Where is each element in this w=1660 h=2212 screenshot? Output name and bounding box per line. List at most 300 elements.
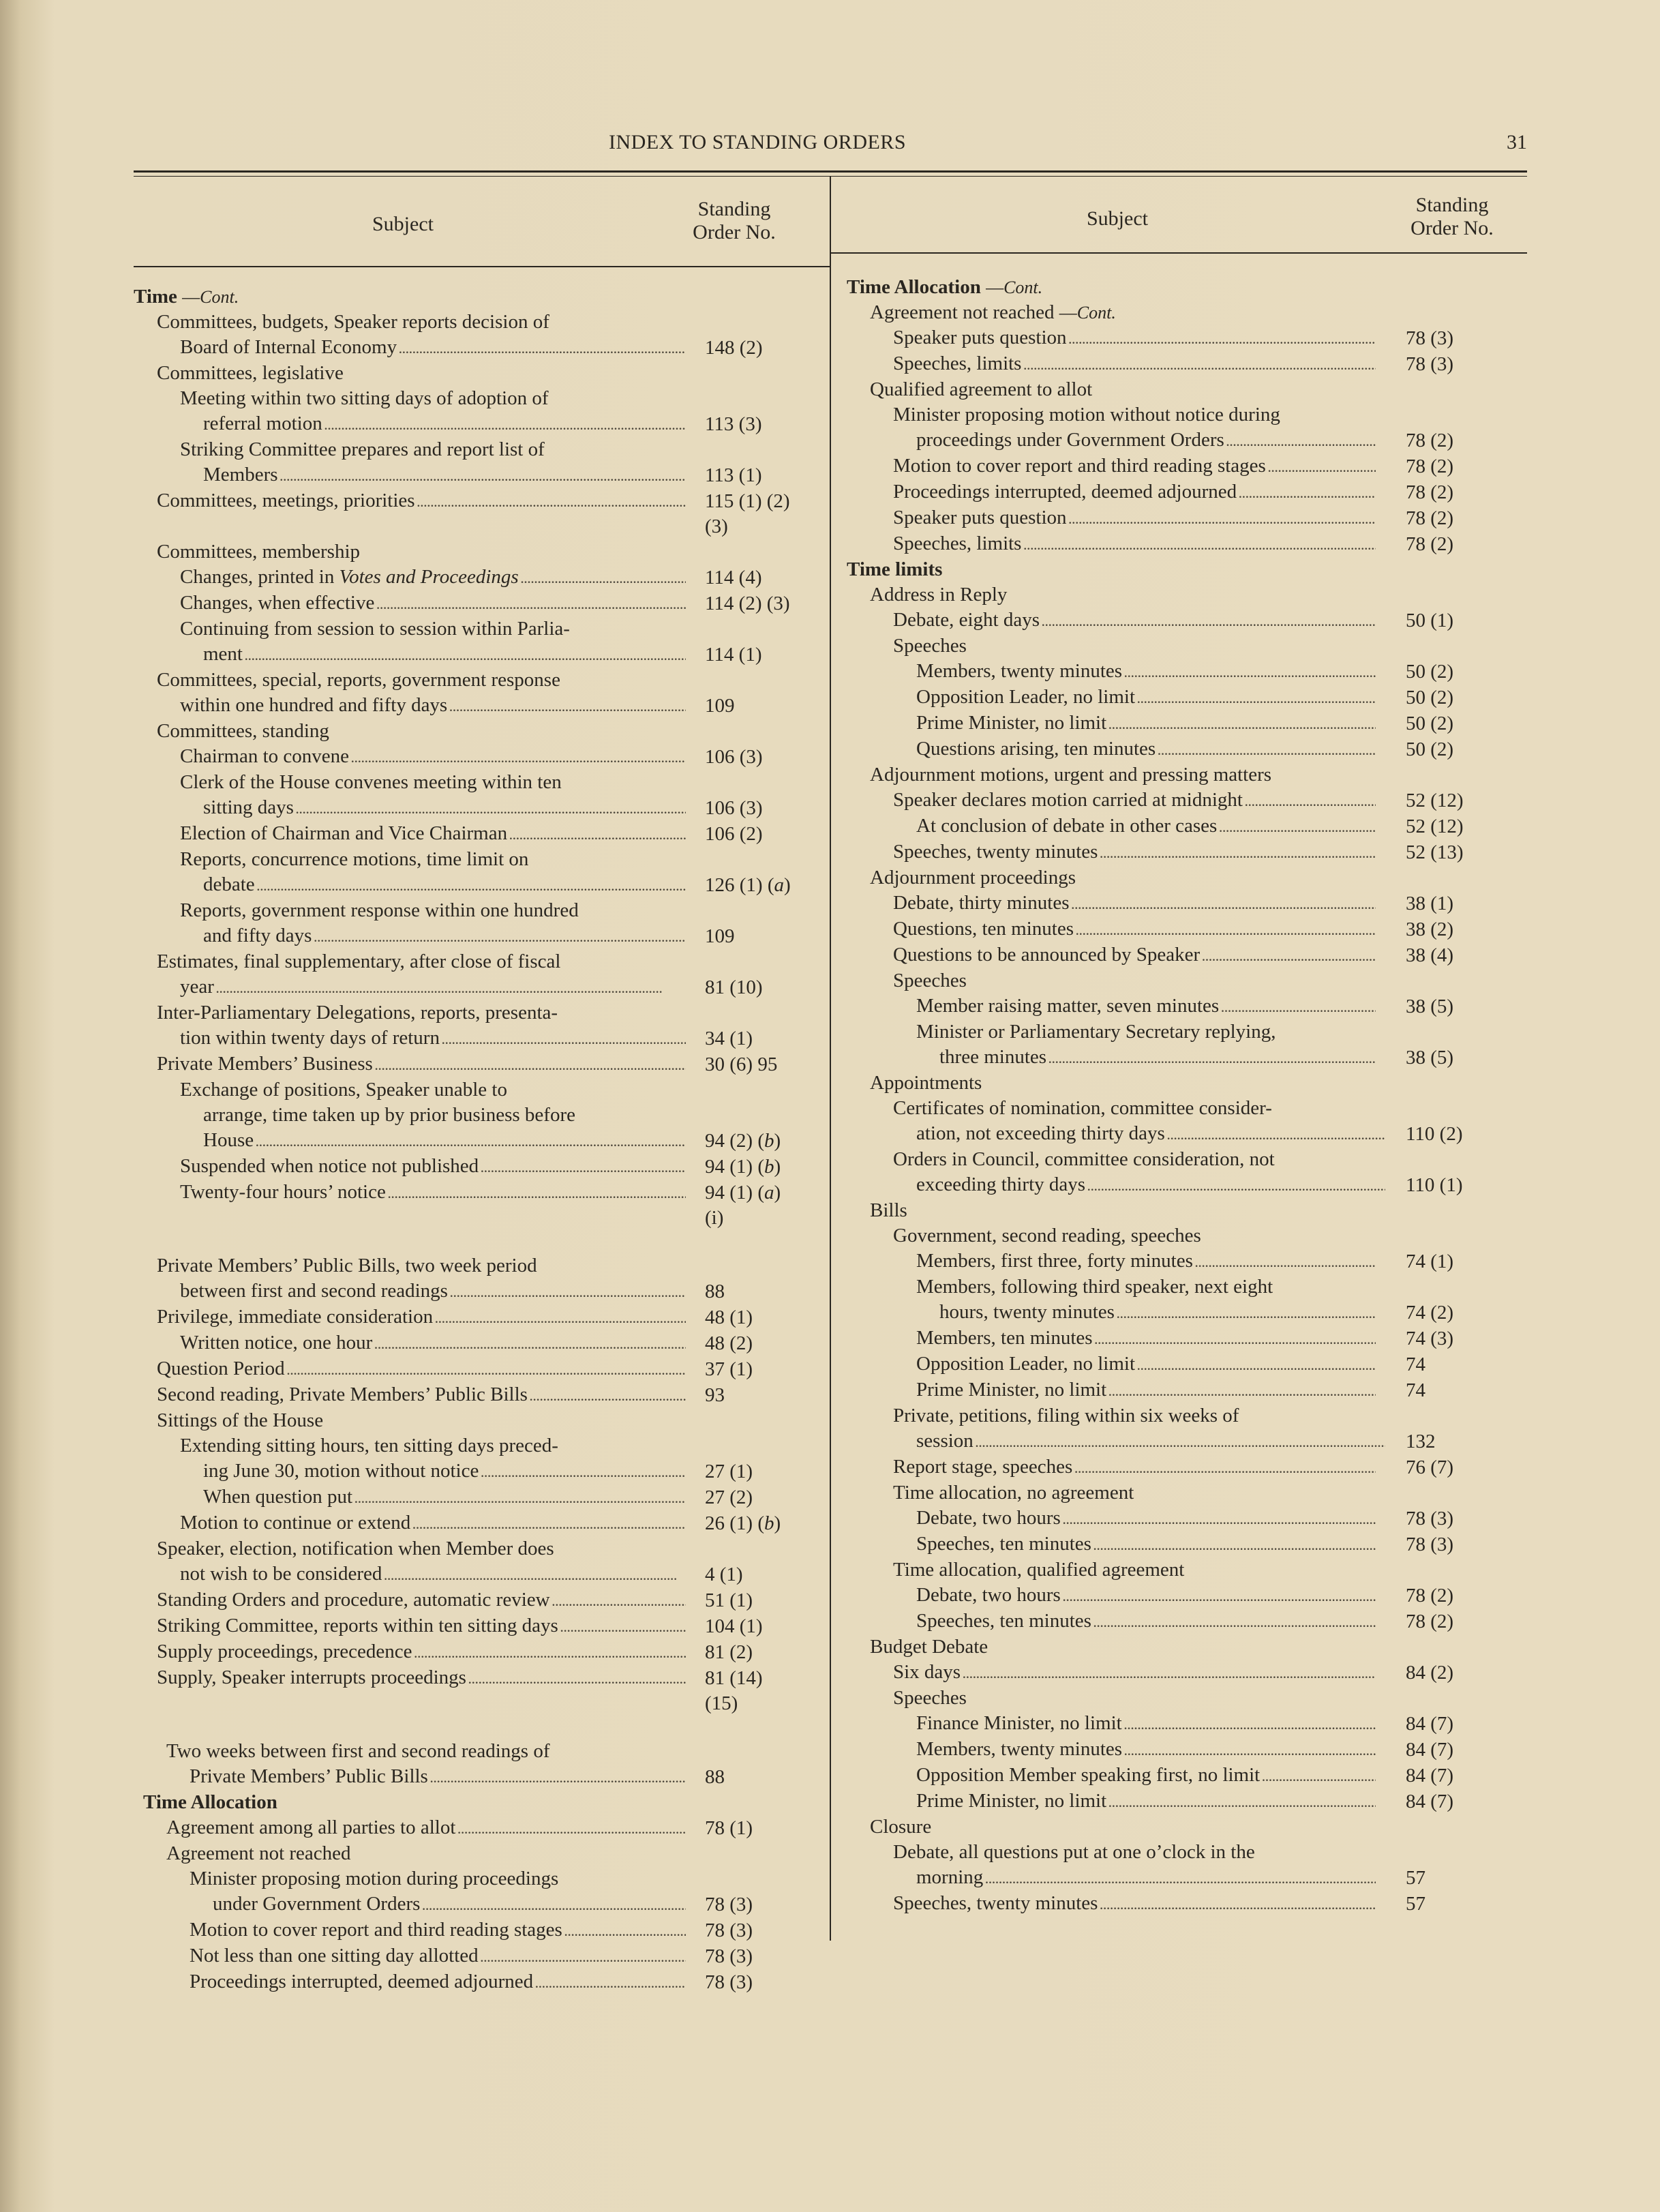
entry-text: Supply proceedings, precedence . . . bbox=[157, 1639, 686, 1665]
index-entry bbox=[134, 488, 822, 514]
entry-text: Committees, meetings, priorities . . . bbox=[157, 488, 686, 514]
entry-text: At conclusion of debate in other cases . . . bbox=[916, 813, 1376, 839]
index-entry bbox=[847, 659, 1522, 685]
index-entry: Speaker, election, notification when Member does bbox=[157, 1538, 554, 1559]
index-entry: Speeches bbox=[893, 635, 967, 657]
order-number-part: 94 (1) ( bbox=[705, 1156, 764, 1178]
entry-text: Proceedings interrupted, deemed adjourned . . . bbox=[190, 1969, 686, 1995]
order-number: 81 (14) bbox=[705, 1667, 763, 1689]
index-entry bbox=[847, 1300, 1522, 1326]
entry-text: Election of Chairman and Vice Chairman . . . bbox=[180, 821, 686, 847]
index-entry bbox=[847, 1454, 1522, 1480]
entry-text: Written notice, one hour . . . bbox=[180, 1330, 686, 1356]
order-number: 78 (3) bbox=[1406, 327, 1454, 349]
order-number-italic: b bbox=[764, 1130, 774, 1152]
right-subject-header: Subject bbox=[1087, 207, 1148, 230]
order-number: 78 (3) bbox=[1406, 353, 1454, 375]
index-entry bbox=[847, 839, 1522, 865]
index-entry bbox=[847, 1121, 1522, 1147]
entry-text: Debate, two hours . . . bbox=[916, 1506, 1376, 1531]
entry-text: tion within twenty days of return . . . bbox=[180, 1026, 686, 1051]
heading-text: Time Allocation bbox=[847, 276, 981, 298]
order-number: 27 (2) bbox=[705, 1486, 753, 1508]
index-entry: Debate, all questions put at one o’clock in the bbox=[893, 1841, 1255, 1863]
left-subject-header: Subject bbox=[372, 213, 434, 235]
order-number: 106 (2) bbox=[705, 823, 763, 845]
entry-text: ment . . . bbox=[203, 642, 686, 668]
entry-text: Standing Orders and procedure, automatic review . . . bbox=[157, 1587, 686, 1613]
index-entry: Time allocation, no agreement bbox=[893, 1482, 1134, 1504]
order-number-part: 26 (1) ( bbox=[705, 1512, 764, 1534]
heading-cont: Cont. bbox=[1076, 303, 1116, 323]
index-entry bbox=[847, 1583, 1522, 1609]
index-entry: Sittings of the House bbox=[157, 1409, 324, 1431]
index-entry bbox=[134, 1484, 822, 1510]
index-entry bbox=[847, 916, 1522, 942]
order-number: 110 (1) bbox=[1406, 1174, 1463, 1196]
index-entry bbox=[847, 1531, 1522, 1557]
order-number: 148 (2) bbox=[705, 337, 763, 359]
index-entry bbox=[134, 1613, 822, 1639]
order-number: 78 (3) bbox=[1406, 1534, 1454, 1555]
top-rule-thick bbox=[134, 170, 1527, 173]
entry-text: Opposition Leader, no limit . . . bbox=[916, 685, 1376, 711]
order-number: 27 (1) bbox=[705, 1461, 753, 1482]
entry-text: Debate, two hours . . . bbox=[916, 1583, 1376, 1609]
index-entry: Adjournment proceedings bbox=[870, 867, 1076, 888]
index-entry: Agreement not reached bbox=[166, 1842, 351, 1864]
order-number: 57 bbox=[1406, 1893, 1425, 1915]
index-entry bbox=[847, 1711, 1522, 1737]
index-entry bbox=[134, 872, 822, 898]
order-number: 48 (2) bbox=[705, 1332, 753, 1354]
order-number: 78 (2) bbox=[1406, 1611, 1454, 1632]
index-entry: Reports, government response within one hundred bbox=[180, 899, 579, 921]
order-number: 57 bbox=[1406, 1867, 1425, 1889]
order-number: 50 (1) bbox=[1406, 610, 1454, 631]
order-number: 114 (4) bbox=[705, 567, 762, 588]
index-entry bbox=[134, 1510, 822, 1536]
index-entry bbox=[847, 942, 1522, 968]
order-number: 78 (2) bbox=[1406, 430, 1454, 451]
entry-text: exceeding thirty days . . . bbox=[916, 1172, 1385, 1198]
entry-text: Questions, ten minutes . . . bbox=[893, 916, 1376, 942]
index-heading: Time —Cont. bbox=[134, 286, 239, 308]
index-entry bbox=[847, 1609, 1522, 1634]
index-entry: Qualified agreement to allot bbox=[870, 378, 1093, 400]
index-entry bbox=[134, 1459, 822, 1484]
index-entry bbox=[847, 685, 1522, 711]
index-entry bbox=[134, 1943, 822, 1969]
spacer bbox=[134, 1716, 822, 1739]
index-entry: Appointments bbox=[870, 1072, 982, 1094]
entry-text: Supply, Speaker interrupts proceedings . . . bbox=[157, 1665, 686, 1691]
entry-text: ation, not exceeding thirty days . . . bbox=[916, 1121, 1385, 1147]
entry-text: Member raising matter, seven minutes . . . bbox=[916, 993, 1376, 1019]
entry-text: Members . . . bbox=[203, 462, 686, 488]
entry-text: Finance Minister, no limit . . . bbox=[916, 1711, 1376, 1737]
order-number: 48 (1) bbox=[705, 1306, 753, 1328]
order-number bbox=[686, 873, 822, 898]
index-entry bbox=[134, 1154, 822, 1180]
index-entry bbox=[134, 591, 822, 616]
order-number: 38 (1) bbox=[1406, 893, 1454, 914]
index-entry: Striking Committee prepares and report list of bbox=[180, 438, 545, 460]
index-entry bbox=[134, 1639, 822, 1665]
order-number: 78 (2) bbox=[1406, 1585, 1454, 1606]
order-number: 88 bbox=[705, 1281, 725, 1302]
index-entry bbox=[847, 428, 1522, 453]
index-entry bbox=[847, 1891, 1522, 1917]
entry-text: Prime Minister, no limit . . . bbox=[916, 711, 1376, 736]
index-entry: Members, following third speaker, next eight bbox=[916, 1276, 1273, 1298]
entry-text: Speeches, ten minutes . . . bbox=[916, 1531, 1376, 1557]
index-entry bbox=[847, 453, 1522, 479]
order-number: 74 (1) bbox=[1406, 1251, 1454, 1272]
index-entry bbox=[134, 642, 822, 668]
entry-text: Six days . . . bbox=[893, 1660, 1376, 1686]
entry-text: morning . . . bbox=[916, 1865, 1376, 1891]
order-number: 84 (7) bbox=[1406, 1791, 1454, 1812]
order-number: 38 (5) bbox=[1406, 996, 1454, 1017]
entry-text: Twenty-four hours’ notice . . . bbox=[180, 1180, 686, 1206]
order-number: 78 (3) bbox=[1406, 1508, 1454, 1529]
index-entry bbox=[847, 1045, 1522, 1071]
order-number: 50 (2) bbox=[1406, 661, 1454, 683]
index-entry: Committees, membership bbox=[157, 541, 361, 563]
entry-text: Speeches, limits . . . bbox=[893, 351, 1376, 377]
left-order-header-line2: Order No. bbox=[693, 221, 776, 243]
index-entry bbox=[134, 565, 822, 591]
index-entry bbox=[847, 993, 1522, 1019]
order-number: 51 (1) bbox=[705, 1589, 753, 1611]
order-number-italic: b bbox=[764, 1156, 774, 1178]
entry-text: Agreement among all parties to allot . . . bbox=[166, 1815, 686, 1841]
index-entry bbox=[847, 1865, 1522, 1891]
order-number-italic: a bbox=[774, 874, 784, 896]
order-number: 4 (1) bbox=[705, 1564, 743, 1585]
index-entry: Reports, concurrence motions, time limit on bbox=[180, 848, 529, 870]
order-number: 93 bbox=[705, 1384, 725, 1406]
index-entry: Private, petitions, filing within six weeks of bbox=[893, 1405, 1239, 1426]
index-entry: Clerk of the House convenes meeting within ten bbox=[180, 771, 562, 793]
order-number-part: 94 (2) ( bbox=[705, 1130, 764, 1152]
order-number bbox=[686, 1129, 822, 1154]
index-entry: Minister or Parliamentary Secretary replying, bbox=[916, 1021, 1276, 1043]
entry-text-italic: Votes and Proceedings bbox=[339, 566, 519, 588]
spacer bbox=[134, 1231, 822, 1253]
index-entry: Minister proposing motion without notice during bbox=[893, 404, 1280, 425]
right-order-header-line2: Order No. bbox=[1410, 217, 1494, 239]
index-entry bbox=[134, 1180, 822, 1206]
index-entry bbox=[134, 693, 822, 719]
header-bottom-rule-right bbox=[830, 252, 1527, 254]
index-heading: Time limits bbox=[847, 558, 943, 580]
index-entry: Speeches bbox=[893, 970, 967, 991]
order-number: 109 bbox=[705, 695, 735, 717]
order-number bbox=[686, 1511, 822, 1536]
right-order-header bbox=[1391, 194, 1513, 240]
order-number: 74 bbox=[1406, 1379, 1425, 1401]
index-entry bbox=[134, 1892, 822, 1917]
index-entry: Estimates, final supplementary, after close of fiscal bbox=[157, 951, 561, 972]
entry-text: sitting days . . . bbox=[203, 795, 686, 821]
entry-text: When question put . . . bbox=[203, 1484, 686, 1510]
entry-text: Speaker declares motion carried at midnight . . . bbox=[893, 788, 1376, 813]
order-number: 50 (2) bbox=[1406, 738, 1454, 760]
index-entry-continuation bbox=[134, 1691, 822, 1716]
order-number: 81 (10) bbox=[705, 976, 763, 998]
index-entry bbox=[134, 821, 822, 847]
order-number: (3) bbox=[705, 515, 728, 537]
order-number: 104 (1) bbox=[705, 1615, 763, 1637]
index-entry bbox=[134, 1815, 822, 1841]
index-entry bbox=[847, 325, 1522, 351]
index-entry bbox=[134, 1382, 822, 1408]
index-entry-continuation bbox=[134, 514, 822, 539]
order-number: 78 (2) bbox=[1406, 507, 1454, 529]
order-number-part: 94 (1) ( bbox=[705, 1182, 764, 1204]
index-entry bbox=[134, 1051, 822, 1077]
index-entry bbox=[134, 1304, 822, 1330]
order-number: 78 (2) bbox=[1406, 481, 1454, 503]
entry-text bbox=[180, 565, 686, 591]
entry-text: three minutes . . . bbox=[939, 1045, 1376, 1071]
index-entry: Inter-Parliamentary Delegations, reports, presenta- bbox=[157, 1002, 558, 1023]
entry-text: Speaker puts question . . . bbox=[893, 325, 1376, 351]
index-entry: Committees, legislative bbox=[157, 362, 344, 384]
entry-text: not wish to be considered . . . bbox=[180, 1561, 678, 1587]
index-entry bbox=[134, 1128, 822, 1154]
order-number: 50 (2) bbox=[1406, 687, 1454, 708]
order-number: 74 (2) bbox=[1406, 1302, 1454, 1324]
entry-text: referral motion . . . bbox=[203, 411, 686, 437]
index-entry bbox=[847, 1172, 1522, 1198]
entry-text: proceedings under Government Orders . . . bbox=[916, 428, 1376, 453]
order-number: 132 bbox=[1406, 1431, 1436, 1452]
order-number: 114 (1) bbox=[705, 644, 762, 666]
index-entry bbox=[134, 1330, 822, 1356]
index-entry: Address in Reply bbox=[870, 584, 1008, 606]
index-entry: Two weeks between first and second readings of bbox=[166, 1740, 550, 1762]
entry-text: Private Members’ Business . . . bbox=[157, 1051, 686, 1077]
page-number: 31 bbox=[1507, 131, 1527, 153]
heading-text: Time bbox=[134, 286, 177, 308]
entry-text: ing June 30, motion without notice . . . bbox=[203, 1459, 686, 1484]
header-bottom-rule-left bbox=[134, 266, 830, 267]
index-entry bbox=[847, 736, 1522, 762]
order-number-part: ) bbox=[774, 1156, 781, 1178]
entry-text: Opposition Member speaking first, no limit . . . bbox=[916, 1763, 1376, 1789]
order-number: 74 bbox=[1406, 1354, 1425, 1375]
order-number: (15) bbox=[705, 1692, 738, 1714]
entry-text: Speaker puts question . . . bbox=[893, 505, 1376, 531]
entry-text: between first and second readings . . . bbox=[180, 1279, 686, 1304]
index-entry bbox=[847, 1763, 1522, 1789]
index-entry bbox=[134, 335, 822, 361]
index-entry bbox=[847, 1429, 1522, 1454]
entry-text: Report stage, speeches . . . bbox=[893, 1454, 1376, 1480]
order-number: 81 (2) bbox=[705, 1641, 753, 1663]
entry-text: within one hundred and fifty days . . . bbox=[180, 693, 686, 719]
index-entry bbox=[847, 891, 1522, 916]
left-order-header bbox=[672, 198, 796, 244]
entry-text: Speeches, twenty minutes . . . bbox=[893, 1891, 1376, 1917]
index-entry bbox=[134, 1764, 822, 1790]
entry-text-part: Changes, printed in bbox=[180, 566, 339, 588]
index-entry bbox=[134, 1356, 822, 1382]
index-entry: Continuing from session to session within Parlia- bbox=[180, 618, 570, 640]
order-number: (i) bbox=[705, 1207, 724, 1229]
order-number: 78 (3) bbox=[705, 1894, 753, 1915]
index-entry bbox=[847, 1506, 1522, 1531]
index-entry: Time allocation, qualified agreement bbox=[893, 1559, 1185, 1581]
entry-text: Motion to cover report and third reading stages . . . bbox=[893, 453, 1376, 479]
index-entry bbox=[847, 711, 1522, 736]
entry-text: Striking Committee, reports within ten sitting days . . . bbox=[157, 1613, 686, 1639]
index-entry: Adjournment motions, urgent and pressing matters bbox=[870, 764, 1272, 786]
left-order-header-line1: Standing bbox=[697, 198, 771, 220]
index-entry: Minister proposing motion during proceedings bbox=[190, 1868, 559, 1889]
entry-text: session . . . bbox=[916, 1429, 1385, 1454]
column-divider bbox=[830, 177, 831, 1941]
order-number: 113 (1) bbox=[705, 464, 762, 486]
order-number: 84 (7) bbox=[1406, 1713, 1454, 1735]
order-number-part: ) bbox=[774, 1512, 781, 1534]
order-number-italic: b bbox=[764, 1512, 774, 1534]
index-entry: Meeting within two sitting days of adoption of bbox=[180, 387, 549, 409]
entry-text: House . . . bbox=[203, 1128, 686, 1154]
entry-text: under Government Orders . . . bbox=[213, 1892, 686, 1917]
order-number: 114 (2) (3) bbox=[705, 593, 790, 614]
index-entry bbox=[847, 1789, 1522, 1814]
index-entry: Orders in Council, committee consideration, not bbox=[893, 1148, 1275, 1170]
entry-text: and fifty days . . . bbox=[203, 923, 686, 949]
order-number: 52 (12) bbox=[1406, 816, 1464, 837]
entry-text: Questions to be announced by Speaker . . . bbox=[893, 942, 1376, 968]
entry-text: Motion to cover report and third reading stages . . . bbox=[190, 1917, 686, 1943]
order-number: 78 (3) bbox=[705, 1971, 753, 1993]
entry-text: debate . . . bbox=[203, 872, 686, 898]
entry-text: Speeches, twenty minutes . . . bbox=[893, 839, 1376, 865]
index-entry: Extending sitting hours, ten sitting days preced- bbox=[180, 1435, 558, 1456]
entry-text: Members, ten minutes . . . bbox=[916, 1326, 1376, 1351]
order-number: 78 (3) bbox=[705, 1919, 753, 1941]
right-order-header-line1: Standing bbox=[1415, 194, 1489, 216]
order-number: 38 (4) bbox=[1406, 944, 1454, 966]
index-entry: Exchange of positions, Speaker unable to bbox=[180, 1079, 507, 1101]
index-entry bbox=[134, 411, 822, 437]
right-index-column bbox=[847, 275, 1522, 1917]
index-entry bbox=[134, 462, 822, 488]
running-title: INDEX TO STANDING ORDERS bbox=[609, 131, 906, 153]
order-number: 38 (2) bbox=[1406, 918, 1454, 940]
left-index-column bbox=[134, 284, 822, 1995]
index-entry bbox=[847, 1351, 1522, 1377]
entry-text: Members, twenty minutes . . . bbox=[916, 1737, 1376, 1763]
index-entry bbox=[134, 1561, 822, 1587]
index-entry-continuation bbox=[134, 1206, 822, 1231]
index-entry bbox=[847, 1737, 1522, 1763]
index-entry: Committees, standing bbox=[157, 720, 329, 742]
entry-text: Suspended when notice not published . . . bbox=[180, 1154, 686, 1180]
order-number: 106 (3) bbox=[705, 797, 763, 819]
entry-text: Chairman to convene . . . bbox=[180, 744, 686, 770]
order-number: 37 (1) bbox=[705, 1358, 753, 1380]
index-entry: Private Members’ Public Bills, two week period bbox=[157, 1255, 537, 1276]
index-entry bbox=[847, 788, 1522, 813]
entry-text: Changes, when effective . . . bbox=[180, 591, 686, 616]
entry-text: Motion to continue or extend . . . bbox=[180, 1510, 686, 1536]
order-number: 115 (1) (2) bbox=[705, 490, 790, 512]
order-number-part: ) bbox=[783, 874, 791, 896]
index-entry: Committees, budgets, Speaker reports decision of bbox=[157, 311, 549, 333]
index-entry bbox=[134, 1026, 822, 1051]
order-number: 76 (7) bbox=[1406, 1456, 1454, 1478]
index-entry bbox=[847, 608, 1522, 633]
entry-text: Prime Minister, no limit . . . bbox=[916, 1377, 1376, 1403]
order-number: 38 (5) bbox=[1406, 1047, 1454, 1068]
order-number: 84 (7) bbox=[1406, 1765, 1454, 1787]
index-entry bbox=[134, 1665, 822, 1691]
order-number-part: 126 (1) ( bbox=[705, 874, 774, 896]
index-entry bbox=[134, 1917, 822, 1943]
entry-text: Second reading, Private Members’ Public Bills . . . bbox=[157, 1382, 686, 1408]
order-number-part: ) bbox=[774, 1130, 781, 1152]
entry-text: Not less than one sitting day allotted . . . bbox=[190, 1943, 686, 1969]
index-entry: Agreement not reached —Cont. bbox=[870, 301, 1116, 323]
index-entry: Closure bbox=[870, 1816, 932, 1838]
index-heading: Time Allocation bbox=[143, 1791, 277, 1813]
order-number: 110 (2) bbox=[1406, 1123, 1463, 1145]
index-entry bbox=[847, 531, 1522, 557]
index-heading: Time Allocation —Cont. bbox=[847, 276, 1043, 298]
index-entry bbox=[134, 1279, 822, 1304]
index-entry bbox=[847, 1326, 1522, 1351]
index-entry bbox=[134, 974, 822, 1000]
index-entry bbox=[134, 1969, 822, 1995]
order-number: 52 (13) bbox=[1406, 841, 1464, 863]
order-number: 106 (3) bbox=[705, 746, 763, 768]
index-entry: Bills bbox=[870, 1199, 907, 1221]
index-entry: Government, second reading, speeches bbox=[893, 1225, 1201, 1246]
order-number: 50 (2) bbox=[1406, 713, 1454, 734]
order-number: 109 bbox=[705, 925, 735, 947]
index-entry bbox=[134, 744, 822, 770]
entry-text: Debate, thirty minutes . . . bbox=[893, 891, 1376, 916]
entry-text: hours, twenty minutes . . . bbox=[939, 1300, 1376, 1326]
entry-text: Speeches, ten minutes . . . bbox=[916, 1609, 1376, 1634]
index-entry: Budget Debate bbox=[870, 1636, 989, 1658]
order-number: 30 (6) 95 bbox=[705, 1053, 778, 1075]
order-number: 78 (3) bbox=[705, 1945, 753, 1967]
order-number: 78 (2) bbox=[1406, 455, 1454, 477]
order-number-italic: a bbox=[764, 1182, 774, 1204]
index-entry: Committees, special, reports, government response bbox=[157, 669, 560, 691]
entry-text: Private Members’ Public Bills . . . bbox=[190, 1764, 686, 1790]
entry-text: Board of Internal Economy . . . bbox=[180, 335, 686, 361]
order-number: 88 bbox=[705, 1766, 725, 1788]
index-entry bbox=[134, 923, 822, 949]
index-entry: Certificates of nomination, committee consider- bbox=[893, 1097, 1272, 1119]
entry-text: Debate, eight days . . . bbox=[893, 608, 1376, 633]
entry-text: Opposition Leader, no limit . . . bbox=[916, 1351, 1376, 1377]
order-number: 84 (7) bbox=[1406, 1739, 1454, 1761]
entry-text: Members, twenty minutes . . . bbox=[916, 659, 1376, 685]
index-entry bbox=[847, 479, 1522, 505]
entry-text: Speeches, limits . . . bbox=[893, 531, 1376, 557]
order-number: 34 (1) bbox=[705, 1028, 753, 1049]
